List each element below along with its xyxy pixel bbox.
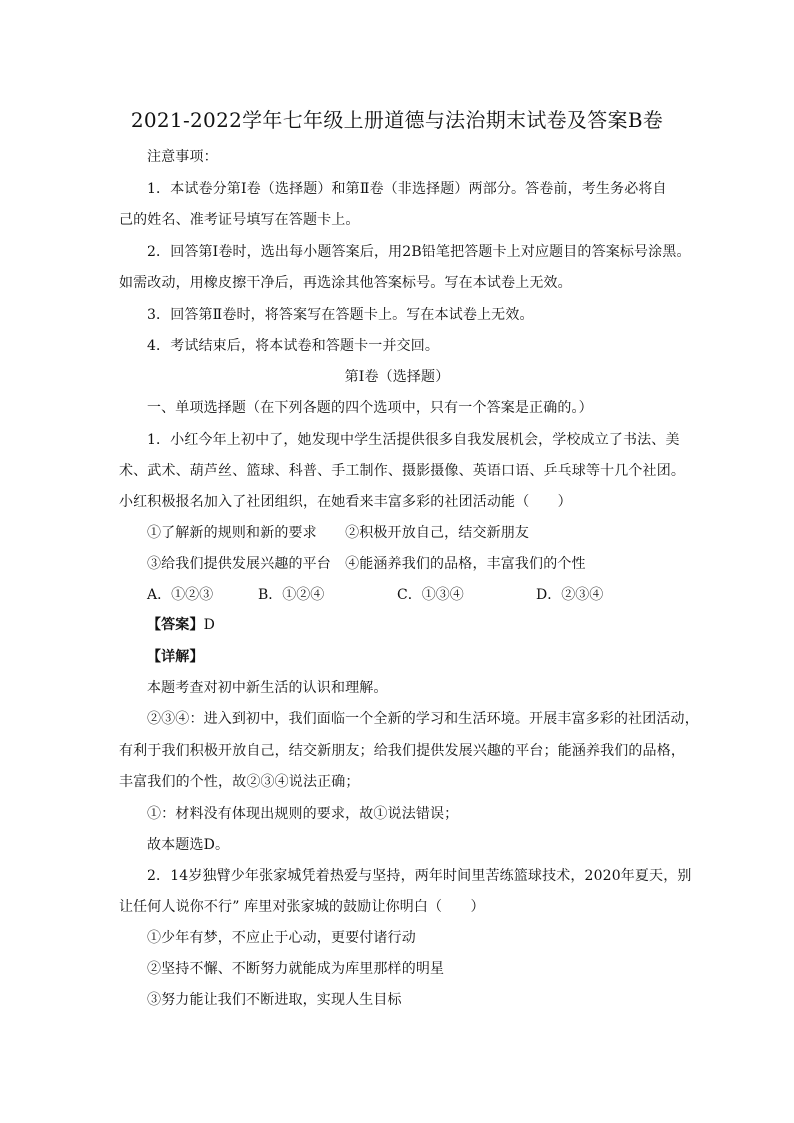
q1-option-b: B．①②④ [258, 587, 325, 603]
notice-item-2: 2．回答第Ⅰ卷时，选出每小题答案后，用2B铅笔把答题卡上对应题目的答案标号涂黑。 [147, 244, 691, 260]
part-heading: 一、单项选择题（在下列各题的四个选项中，只有一个答案是正确的。） [147, 400, 593, 416]
notice-heading: 注意事项： [147, 149, 218, 165]
q2-stem: 2．14岁独臂少年张家城凭着热爱与坚持，两年时间里苦练篮球技术，2020年夏天，别 [147, 868, 692, 884]
notice-item-2-cont: 如需改动，用橡皮擦干净后，再选涂其他答案标号。写在本试卷上无效。 [119, 275, 572, 291]
answer-label: 【答案】 [147, 617, 204, 633]
notice-item-1-cont: 己的姓名、准考证号填写在答题卡上。 [119, 212, 360, 228]
q2-stem-cont: 让任何人说你不行” 库里对张家城的鼓励让你明白（ ） [119, 899, 485, 915]
q1-detail-label: 【详解】 [147, 649, 204, 665]
q2-statement-2: ②坚持不懈、不断努力就能成为库里那样的明星 [147, 961, 445, 977]
q1-option-d: D．②③④ [536, 587, 604, 603]
q2-statement-3: ③努力能让我们不断进取，实现人生目标 [147, 992, 402, 1008]
q1-option-a: A．①②③ [147, 587, 214, 603]
q1-explanation-1: 本题考查对初中新生活的认识和理解。 [147, 680, 388, 696]
q1-stem: 1．小红今年上初中了，她发现中学生活提供很多自我发展机会，学校成立了书法、美 [147, 432, 680, 448]
q1-answer [147, 614, 692, 634]
notice-item-1: 1．本试卷分第Ⅰ卷（选择题）和第Ⅱ卷（非选择题）两部分。答卷前，考生务必将自 [147, 181, 667, 197]
q2-statement-1: ①少年有梦，不应止于心动，更要付诸行动 [147, 930, 416, 946]
q1-statement-2: ③给我们提供发展兴趣的平台 ④能涵养我们的品格，丰富我们的个性 [147, 556, 586, 572]
answer-value: D [203, 617, 215, 633]
notice-item-4: 4．考试结束后，将本试卷和答题卡一并交回。 [147, 338, 440, 354]
notice-item-3: 3．回答第Ⅱ卷时，将答案写在答题卡上。写在本试卷上无效。 [147, 307, 534, 323]
q1-stem-end: 小红积极报名加入了社团组织，在她看来丰富多彩的社团活动能（ ） [119, 494, 572, 510]
section-heading: 第Ⅰ卷（选择题） [344, 369, 450, 385]
page-title: 2021-2022学年七年级上册道德与法治期末试卷及答案B卷 [130, 108, 664, 132]
q1-explanation-4: 丰富我们的个性，故②③④说法正确； [119, 774, 360, 790]
q1-statement-1: ①了解新的规则和新的要求 ②积极开放自己，结交新朋友 [147, 525, 530, 541]
q1-explanation-5: ①：材料没有体现出规则的要求，故①说法错误； [147, 806, 459, 822]
q1-explanation-3: 有利于我们积极开放自己，结交新朋友；给我们提供发展兴趣的平台；能涵养我们的品格， [119, 743, 685, 759]
q1-explanation-6: 故本题选D。 [147, 837, 230, 853]
q1-explanation-2: ②③④：进入到初中，我们面临一个全新的学习和生活环境。开展丰富多彩的社团活动， [147, 711, 699, 727]
q1-option-c: C．①③④ [397, 587, 464, 603]
q1-stem-cont: 术、武术、葫芦丝、篮球、科普、手工制作、摄影摄像、英语口语、乒乓球等十几个社团。 [119, 463, 685, 479]
